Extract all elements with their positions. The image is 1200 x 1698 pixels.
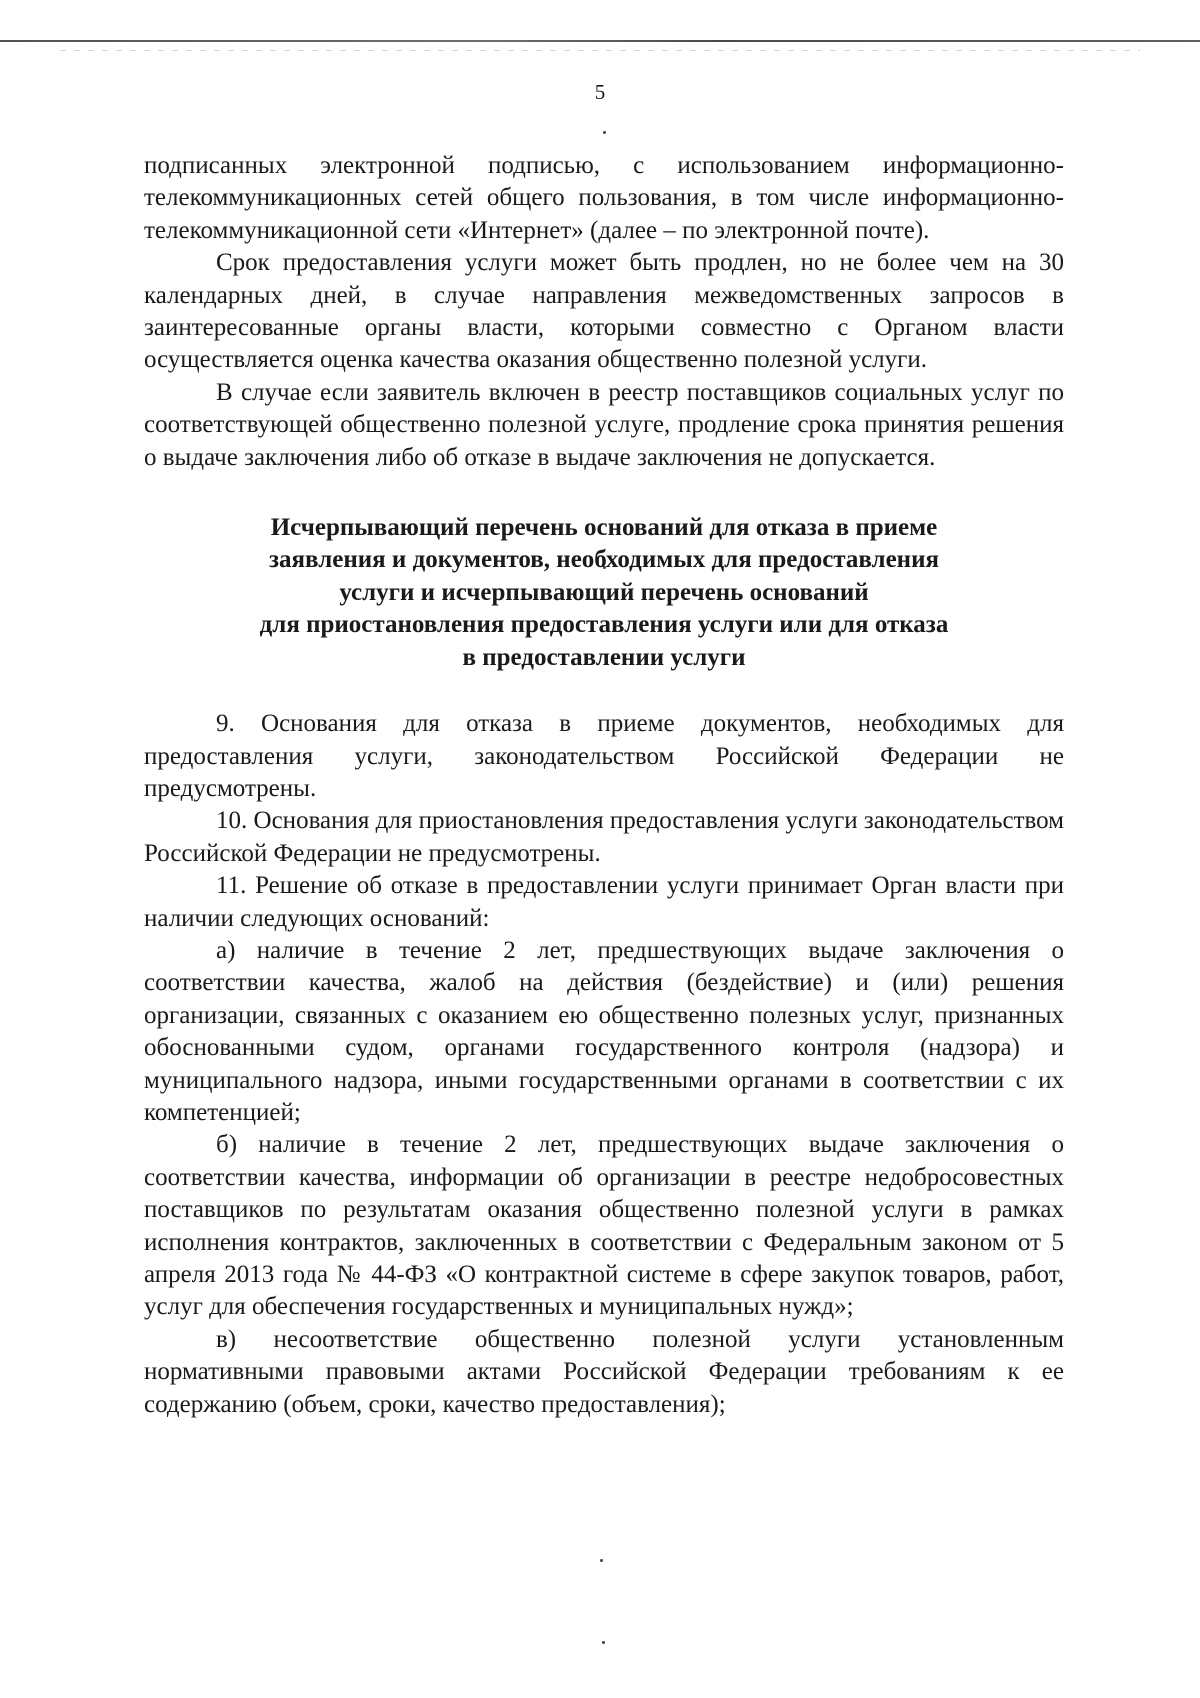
page-number: 5 <box>594 80 606 104</box>
document-body <box>144 150 1064 1421</box>
heading-line: для приостановления предоставления услуги или для отказа <box>259 611 949 639</box>
scan-top-noise <box>60 50 1140 51</box>
section-heading <box>144 512 1064 674</box>
scan-speck <box>600 1559 603 1562</box>
paragraph-term-extension: Срок предоставления услуги может быть продлен, но не более чем на 30 календарных дней, в случае направления межведомственных запросов в заинтересованные органы власти, которыми совместно с Органом власти осуществляется оценка качества оказания общественно полезной услуги. <box>144 249 1064 374</box>
paragraph-continuation: подписанных электронной подписью, с использованием информационно-телекоммуникационных сетей общего пользования, в том числе информационно-телекоммуникационной сети «Интернет» (далее – по электронной почте). <box>144 152 1064 244</box>
clause-11: 11. Решение об отказе в предоставлении услуги принимает Орган власти при наличии следующих оснований: <box>144 872 1064 932</box>
clause-9: 9. Основания для отказа в приеме документов, необходимых для предоставления услуги, законодательством Российской Федерации не предусмотрены. <box>144 710 1064 802</box>
clause-11-v: в) несоответствие общественно полезной услуги установленным нормативными правовыми актами Российской Федерации требованиям к ее содержанию (объем, сроки, качество предоставления); <box>144 1325 1064 1418</box>
heading-line: в предоставлении услуги <box>462 643 746 671</box>
clause-10: 10. Основания для приостановления предоставления услуги законодательством Российской Федерации не предусмотрены. <box>144 807 1064 867</box>
clause-11-a: а) наличие в течение 2 лет, предшествующих выдаче заключения о соответствии качества, жалоб на действия (бездействие) и (или) решения организации, связанных с оказанием ею общественно полезных услуг, признанных обоснованными судом, органами государственного контроля (надзора) и муниципального надзора, иными государственными органами в соответствии с их компетенцией; <box>144 936 1064 1126</box>
heading-line: услуги и исчерпывающий перечень оснований <box>339 578 869 606</box>
scan-speck <box>602 1641 605 1644</box>
scan-speck <box>603 131 606 134</box>
clause-11-b: б) наличие в течение 2 лет, предшествующих выдаче заключения о соответствии качества, информации об организации в реестре недобросовестных поставщиков по результатам оказания общественно полезной услуги в рамках исполнения контрактов, заключенных в соответствии с Федеральным законом от 5 апреля 2013 года № 44-ФЗ «О контрактной системе в сфере закупок товаров, работ, услуг для обеспечения государственных и муниципальных нужд»; <box>144 1131 1064 1321</box>
heading-line: заявления и документов, необходимых для предоставления <box>268 546 940 574</box>
paragraph-registry-exception: В случае если заявитель включен в реестр поставщиков социальных услуг по соответствующей общественно полезной услуге, продление срока принятия решения о выдаче заключения либо об отказе в выдаче заключения не допускается. <box>144 378 1064 471</box>
heading-line: Исчерпывающий перечень оснований для отказа в приеме <box>270 514 938 542</box>
scan-top-edge <box>0 40 1200 42</box>
